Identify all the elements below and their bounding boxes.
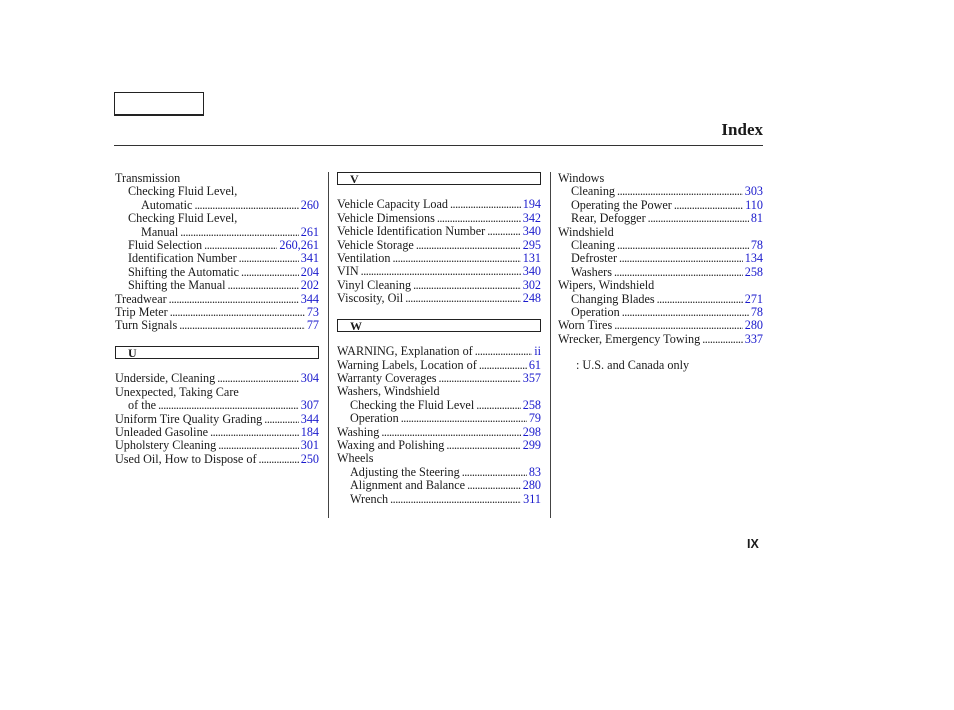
page-link[interactable]: 73 [306, 304, 319, 319]
entry-label: Operation [571, 304, 620, 319]
index-entry[interactable] [337, 372, 541, 385]
index-entry[interactable] [115, 199, 319, 212]
entry-label: Underside, Cleaning [115, 371, 216, 386]
index-heading: Wipers, Windshield [558, 278, 655, 293]
entry-label: Warranty Coverages [337, 371, 437, 386]
index-heading: Transmission [115, 171, 181, 185]
entry-label: Operation [350, 411, 399, 426]
index-entry[interactable] [115, 306, 319, 319]
page-link[interactable]: 204 [300, 264, 319, 279]
page-separator: , [297, 237, 301, 252]
page-title: Index [721, 120, 763, 139]
page-link[interactable]: 298 [522, 424, 541, 439]
index-entry[interactable] [337, 399, 541, 412]
entry-label: Worn Tires [558, 318, 613, 333]
page-link[interactable]: 78 [750, 237, 763, 252]
page-link[interactable]: 79 [528, 411, 541, 426]
index-entry[interactable] [115, 252, 319, 265]
page-link[interactable]: 61 [528, 357, 541, 372]
entry-label: Washing [337, 424, 380, 439]
page-link[interactable]: 280 [744, 318, 763, 333]
index-entry[interactable] [558, 333, 763, 346]
index-entry[interactable] [337, 198, 541, 211]
index-entry[interactable] [337, 225, 541, 238]
page-link[interactable]: 134 [744, 251, 763, 266]
index-entry[interactable] [558, 266, 763, 279]
entry-label: Warning Labels, Location of [337, 357, 477, 372]
index-entry[interactable] [337, 252, 541, 265]
index-heading: Washers, Windshield [337, 384, 440, 399]
page-link[interactable]: 307 [300, 398, 319, 413]
page-link[interactable]: 258 [744, 264, 763, 279]
entry-label: Adjusting the Steering [350, 464, 460, 479]
page-link[interactable]: 303 [744, 184, 763, 199]
index-column-1 [115, 172, 319, 466]
index-entry[interactable] [558, 319, 763, 332]
page-link[interactable]: 83 [528, 464, 541, 479]
footnote: : U.S. and Canada only [576, 358, 690, 373]
entry-label: Trip Meter [115, 304, 168, 319]
page-number: IX [747, 537, 759, 551]
page-link[interactable]: 344 [300, 411, 319, 426]
index-entry[interactable] [115, 319, 319, 332]
index-entry[interactable] [337, 279, 541, 292]
page-link[interactable]: 342 [522, 210, 541, 225]
entry-label: Vinyl Cleaning [337, 277, 412, 292]
index-entry[interactable] [337, 359, 541, 372]
page-link[interactable]: 271 [744, 291, 763, 306]
entry-label: Treadwear [115, 291, 167, 306]
index-heading: Windows [558, 171, 605, 185]
section-letter-v: V [337, 172, 541, 185]
page-link[interactable]: 260 [279, 237, 298, 252]
page-link[interactable]: ii [534, 344, 541, 359]
entry-label: Manual [141, 224, 179, 239]
page-link[interactable]: 110 [745, 197, 763, 212]
entry-label: Upholstery Cleaning [115, 438, 217, 453]
entry-label: Wrench [350, 491, 389, 506]
page-link[interactable]: 248 [522, 291, 541, 306]
page-link[interactable]: 81 [750, 211, 763, 226]
page-link[interactable]: 304 [300, 371, 319, 386]
page-link[interactable]: 194 [522, 197, 541, 212]
page-link[interactable]: 340 [522, 224, 541, 239]
entry-label: of the [128, 398, 157, 413]
index-entry[interactable] [337, 345, 541, 358]
page-link[interactable]: 301 [300, 438, 319, 453]
page-link[interactable]: 341 [300, 251, 319, 266]
index-entry[interactable] [115, 293, 319, 306]
index-entry[interactable] [337, 412, 541, 425]
page-link[interactable]: 302 [522, 277, 541, 292]
entry-label: Waxing and Polishing [337, 438, 445, 453]
main-menu-tab-box[interactable] [114, 92, 204, 116]
column-divider-1 [328, 172, 329, 518]
page-link[interactable]: 184 [300, 425, 319, 440]
entry-label: Ventilation [337, 250, 391, 265]
index-entry[interactable] [115, 279, 319, 292]
entry-label: Checking the Fluid Level [350, 397, 475, 412]
page-link[interactable]: 202 [300, 278, 319, 293]
entry-label: Operating the Power [571, 197, 672, 212]
index-entry[interactable] [115, 426, 319, 439]
index-entry[interactable] [115, 453, 319, 466]
page-link[interactable]: 311 [523, 491, 541, 506]
index-entry[interactable] [337, 479, 541, 492]
page-link[interactable]: 337 [744, 331, 763, 346]
entry-label: Unleaded Gasoline [115, 425, 209, 440]
page-link[interactable]: 344 [300, 291, 319, 306]
index-entry[interactable] [337, 493, 541, 506]
index-entry[interactable] [337, 466, 541, 479]
index-entry[interactable] [337, 439, 541, 452]
entry-label: Automatic [141, 197, 193, 212]
entry-label: WARNING, Explanation of [337, 344, 473, 359]
entry-label: Uniform Tire Quality Grading [115, 411, 263, 426]
column-divider-2 [550, 172, 551, 518]
index-heading: Wheels [337, 451, 374, 466]
index-entry[interactable] [115, 226, 319, 239]
entry-label: Fluid Selection [128, 237, 203, 252]
entry-label: Shifting the Manual [128, 278, 226, 293]
entry-label: Washers [571, 264, 612, 279]
page-link[interactable]: 295 [522, 237, 541, 252]
index-entry[interactable] [115, 239, 319, 252]
section-letter-w: W [337, 319, 541, 332]
entry-label: Vehicle Storage [337, 237, 414, 252]
index-entry[interactable] [115, 266, 319, 279]
index-entry[interactable] [115, 372, 319, 385]
section-letter-u: U [115, 346, 319, 359]
header-rule [114, 145, 763, 146]
page-link[interactable]: 280 [522, 478, 541, 493]
entry-label: Wrecker, Emergency Towing [558, 331, 701, 346]
page-link[interactable]: 261 [300, 224, 319, 239]
entry-label: Viscosity, Oil [337, 291, 404, 306]
entry-label: Alignment and Balance [350, 478, 466, 493]
index-column-3 [558, 172, 763, 373]
index-entry[interactable] [337, 426, 541, 439]
entry-label: Used Oil, How to Dispose of [115, 451, 257, 466]
index-entry[interactable] [558, 252, 763, 265]
index-entry[interactable] [115, 413, 319, 426]
page-link[interactable]: 260 [300, 197, 319, 212]
entry-label: Rear, Defogger [571, 211, 646, 226]
entry-label: Cleaning [571, 237, 616, 252]
entry-label: Vehicle Dimensions [337, 210, 435, 225]
index-entry[interactable] [558, 185, 763, 198]
index-entry[interactable] [337, 212, 541, 225]
page-link[interactable]: 78 [750, 304, 763, 319]
index-column-2 [337, 172, 541, 506]
index-entry[interactable] [558, 212, 763, 225]
entry-label: VIN [337, 264, 359, 279]
entry-label: Defroster [571, 251, 618, 266]
index-entry[interactable] [115, 399, 319, 412]
page-link[interactable]: 357 [522, 371, 541, 386]
index-entry[interactable] [558, 239, 763, 252]
entry-label: Vehicle Capacity Load [337, 197, 448, 212]
index-heading: Unexpected, Taking Care [115, 384, 239, 399]
page-link[interactable]: 77 [306, 318, 319, 333]
page-link[interactable]: 131 [522, 250, 541, 265]
index-subheading: Checking Fluid Level, [128, 211, 238, 226]
index-entry[interactable] [558, 293, 763, 306]
page-link[interactable]: 258 [522, 397, 541, 412]
entry-label: Cleaning [571, 184, 616, 199]
entry-label: Identification Number [128, 251, 237, 266]
index-heading: Windshield [558, 224, 614, 239]
index-entry[interactable] [558, 306, 763, 319]
index-entry[interactable] [337, 292, 541, 305]
index-entry[interactable] [115, 439, 319, 452]
page-link[interactable]: 299 [522, 438, 541, 453]
entry-label: Turn Signals [115, 318, 178, 333]
entry-label: Shifting the Automatic [128, 264, 240, 279]
index-entry[interactable] [337, 265, 541, 278]
page-link[interactable]: 340 [522, 264, 541, 279]
index-entry[interactable] [337, 239, 541, 252]
index-entry[interactable] [558, 199, 763, 212]
index-subheading: Checking Fluid Level, [128, 184, 238, 199]
page-link[interactable]: 250 [300, 451, 319, 466]
page-link[interactable]: 261 [300, 237, 319, 252]
entry-label: Changing Blades [571, 291, 655, 306]
entry-label: Vehicle Identification Number [337, 224, 486, 239]
